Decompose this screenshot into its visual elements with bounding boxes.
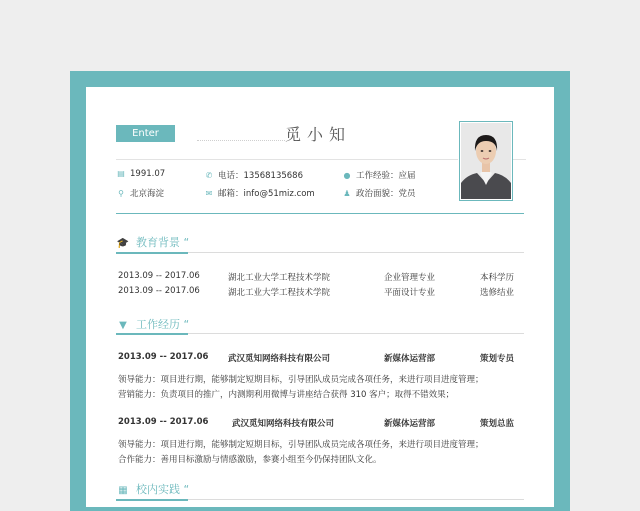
graduation-cap-icon: 🎓 (116, 238, 130, 249)
job-1-dept: 新媒体运营部 (384, 354, 436, 364)
job-1-period: 2013.09 -- 2017.06 (118, 352, 209, 362)
education-row-1-school: 湖北工业大学工程技术学院 (228, 273, 331, 283)
tie-icon: ▼ (119, 320, 127, 331)
practice-section-title: ▦ 校内实践 “ (116, 481, 189, 497)
job-2-period: 2013.09 -- 2017.06 (118, 417, 209, 427)
job-2-dept: 新媒体运营部 (384, 419, 436, 429)
grid-icon: ▦ (118, 485, 128, 496)
education-row-1-degree: 本科学历 (480, 273, 515, 283)
job-1-desc-2: 营销能力：负责项目的推广，内测期利用微博与讲座结合获得 310 客户；取得不错效果； (118, 390, 455, 400)
location-pin-icon: ⚲ (118, 189, 124, 198)
calendar-icon: ▤ (117, 169, 125, 178)
job-2-desc-2: 合作能力：善用目标激励与情感激励，参赛小组至今仍保持团队文化。 (118, 455, 382, 465)
info-location: ⚲ 北京海淀 (116, 187, 164, 199)
info-email: ✉ 邮箱：info@51miz.com (205, 189, 315, 199)
enter-tag: Enter (116, 125, 175, 142)
education-row-1-major: 企业管理专业 (384, 273, 436, 283)
education-row-2-major: 平面设计专业 (384, 288, 436, 298)
profile-photo-image (461, 123, 511, 199)
phone-icon: ✆ (205, 171, 213, 180)
education-row-2-school: 湖北工业大学工程技术学院 (228, 288, 331, 298)
info-politics: ♟ 政治面貌：党员 (343, 189, 416, 199)
job-1-desc-1: 领导能力：项目进行期，能够制定短期目标，引导团队成员完成各项任务，来进行项目进度管理； (118, 375, 484, 385)
job-2-role: 策划总监 (480, 419, 515, 429)
profile-photo (459, 121, 513, 201)
job-2-desc-1: 领导能力：项目进行期，能够制定短期目标，引导团队成员完成各项任务，来进行项目进度管理； (118, 440, 484, 450)
info-experience: ● 工作经验：应届 (343, 171, 416, 181)
job-2-company: 武汉觅知网络科技有限公司 (232, 419, 335, 429)
mail-icon: ✉ (205, 189, 213, 198)
chat-bubble-icon: ● (343, 171, 351, 180)
job-1-role: 策划专员 (480, 354, 515, 364)
job-1-company: 武汉觅知网络科技有限公司 (228, 354, 331, 364)
info-divider (116, 213, 524, 214)
header-divider-right (512, 159, 526, 160)
education-row-2-degree: 选修结业 (480, 288, 515, 298)
education-row-2-period: 2013.09 -- 2017.06 (118, 286, 200, 296)
resume-paper (86, 87, 554, 507)
header-divider (116, 159, 458, 160)
person-icon: ♟ (343, 189, 351, 198)
education-row-1-period: 2013.09 -- 2017.06 (118, 271, 200, 281)
info-phone: ✆ 电话：13568135686 (205, 171, 303, 181)
work-section-title: ▼ 工作经历 “ (116, 316, 189, 332)
candidate-name: 觅小知 (285, 125, 352, 144)
dotted-divider (197, 140, 285, 141)
info-birth: ▤ 1991.07 (117, 169, 166, 179)
education-section-title: 🎓 教育背景 “ (116, 236, 190, 249)
